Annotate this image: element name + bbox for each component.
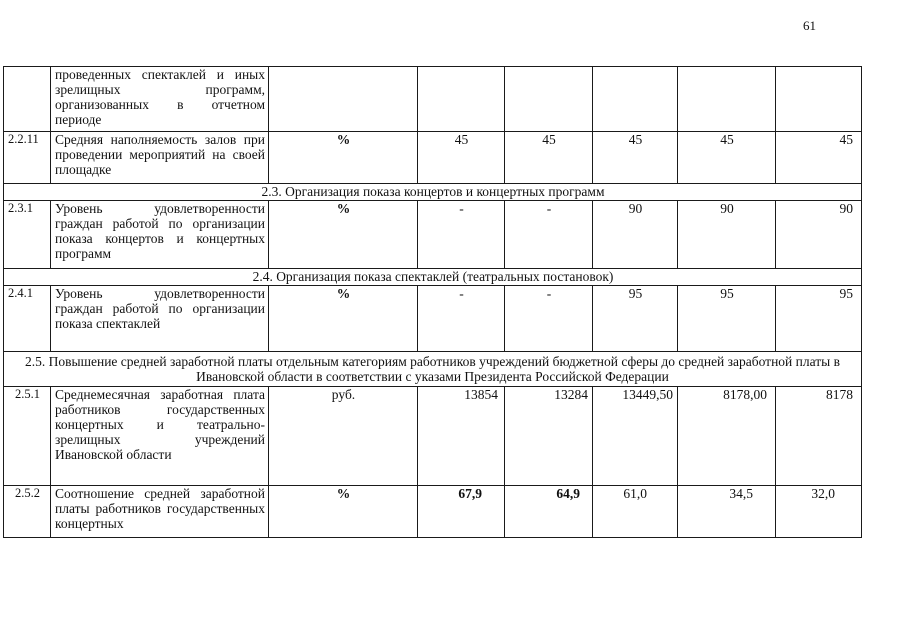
row-number: 2.5.1	[4, 387, 51, 486]
value-cell: -	[505, 201, 593, 269]
row-number: 2.4.1	[4, 286, 51, 352]
table-row	[4, 286, 862, 352]
section-title: 2.3. Организация показа концертов и концертных программ	[4, 184, 862, 201]
table-row	[4, 486, 862, 538]
value-cell: 61,0	[593, 486, 678, 538]
value-cell	[776, 67, 862, 132]
value-cell: 34,5	[678, 486, 776, 538]
unit-cell: %	[269, 132, 418, 184]
row-number: 2.2.11	[4, 132, 51, 184]
value-cell: 45	[418, 132, 505, 184]
value-cell	[678, 67, 776, 132]
row-description: проведенных спектаклей и иных зрелищных программ, организованных в отчетном периоде	[51, 67, 269, 132]
page-number: 61	[803, 18, 816, 33]
value-cell: 95	[678, 286, 776, 352]
section-header-row	[4, 184, 862, 201]
value-cell: 45	[678, 132, 776, 184]
table-row-continuation	[4, 67, 862, 132]
value-cell: 45	[505, 132, 593, 184]
section-header-row	[4, 352, 862, 387]
value-cell: 8178,00	[678, 387, 776, 486]
row-description: Уровень удовлетворенности граждан работой по организации показа концертов и концертных программ	[51, 201, 269, 269]
section-title: 2.4. Организация показа спектаклей (театральных постановок)	[4, 269, 862, 286]
table-row	[4, 201, 862, 269]
value-cell	[505, 67, 593, 132]
value-cell: 95	[776, 286, 862, 352]
value-cell: -	[418, 286, 505, 352]
value-cell: 90	[776, 201, 862, 269]
value-cell: 45	[776, 132, 862, 184]
value-cell: 13854	[418, 387, 505, 486]
indicators-table	[3, 66, 862, 538]
value-cell: 13284	[505, 387, 593, 486]
value-cell: 90	[593, 201, 678, 269]
row-number: 2.3.1	[4, 201, 51, 269]
value-cell: 13449,50	[593, 387, 678, 486]
value-cell: 8178	[776, 387, 862, 486]
table-row	[4, 132, 862, 184]
unit-cell: %	[269, 201, 418, 269]
unit-cell: %	[269, 486, 418, 538]
value-cell: 45	[593, 132, 678, 184]
unit-cell: руб.	[269, 387, 418, 486]
row-description: Средняя наполняемость залов при проведении мероприятий на своей площадке	[51, 132, 269, 184]
unit-cell: %	[269, 286, 418, 352]
row-description: Уровень удовлетворенности граждан работой по организации показа спектаклей	[51, 286, 269, 352]
row-description: Соотношение средней заработной платы работников государственных концертных	[51, 486, 269, 538]
row-description: Среднемесячная заработная плата работников государственных концертных и театрально-зрелищных учреждений Ивановской области	[51, 387, 269, 486]
table-row	[4, 387, 862, 486]
unit-cell	[269, 67, 418, 132]
row-number	[4, 67, 51, 132]
value-cell	[593, 67, 678, 132]
value-cell: 64,9	[505, 486, 593, 538]
value-cell: -	[505, 286, 593, 352]
value-cell: 67,9	[418, 486, 505, 538]
section-header-row	[4, 269, 862, 286]
value-cell: 95	[593, 286, 678, 352]
value-cell: 32,0	[776, 486, 862, 538]
row-number: 2.5.2	[4, 486, 51, 538]
section-title: 2.5. Повышение средней заработной платы отдельным категориям работников учреждений бюджетной сферы до средней заработной платы в Ивановской области в соответствии с указами Президента Российской Федерации	[4, 352, 862, 387]
value-cell	[418, 67, 505, 132]
value-cell: -	[418, 201, 505, 269]
value-cell: 90	[678, 201, 776, 269]
